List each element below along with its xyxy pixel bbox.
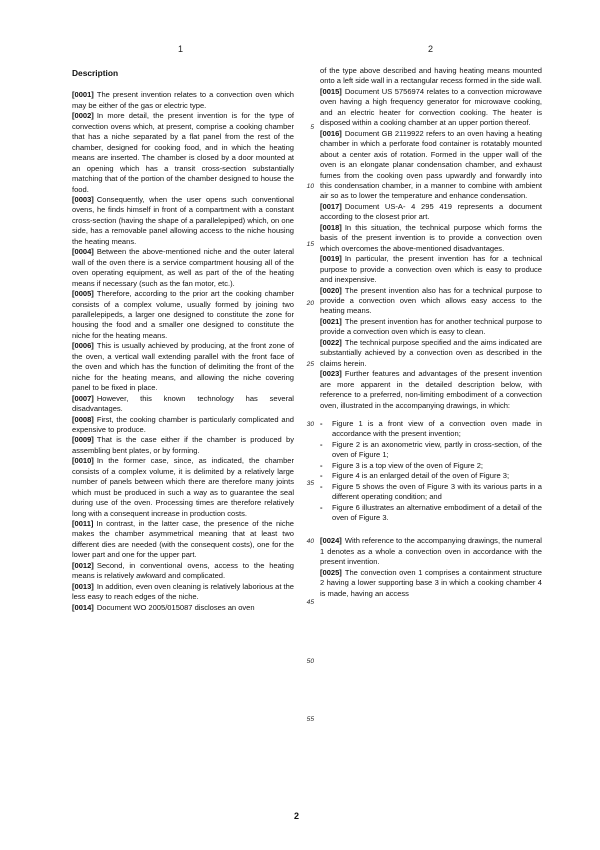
- figure-list-text: Figure 5 shows the oven of Figure 3 with its various parts in a different operating condition; and: [332, 481, 542, 502]
- figure-list: [320, 419, 542, 524]
- paragraph: [320, 286, 542, 317]
- paragraph-number: [0017]: [320, 201, 342, 211]
- paragraph-text: In addition, even oven cleaning is relatively laborious at the less easy to reach edges of the niche.: [72, 581, 295, 602]
- figure-list-item: [320, 419, 542, 440]
- left-column: [72, 68, 294, 613]
- paragraph: [72, 415, 294, 436]
- paragraph: [320, 338, 542, 369]
- paragraph-number: [0024]: [320, 536, 342, 546]
- bullet-dash: -: [320, 460, 323, 470]
- paragraph-number: [0025]: [320, 567, 342, 577]
- paragraph-text: Therefore, according to the prior art the cooking chamber consists of a complex volume, usually formed by joining two parallelepipeds, a larger one designed to constitute the zone for housing the food and a smaller one designed to constitute the niche for the heating means.: [72, 289, 294, 340]
- paragraph-number: [0016]: [320, 128, 342, 138]
- bullet-dash: -: [320, 418, 323, 428]
- paragraph-text: In more detail, the present invention is for the type of convection ovens which, at present, comprise a cooking chamber that has a niche separated by a flat panel from the rest of the chamber, designed for cooking food, and in which the heating means are inserted. The chamber is closed by a door mounted at an opening which has a transit cross-section substantially matching that of the portion of the chamber designed to house the food.: [72, 111, 294, 194]
- paragraph-number: [0013]: [72, 581, 94, 591]
- paragraph-number: [0018]: [320, 222, 342, 232]
- paragraph: [72, 394, 294, 415]
- paragraph: [320, 568, 542, 599]
- paragraph: [72, 519, 294, 561]
- paragraph-number: [0023]: [320, 369, 342, 379]
- paragraph-text: Further features and advantages of the present invention are more apparent in the detailed description below, with reference to a preferred, non-limiting embodiment of a convection oven, illustrated in the accompanying drawings, in which:: [320, 369, 542, 410]
- paragraph-number: [0010]: [72, 456, 94, 466]
- paragraph-text: The technical purpose specified and the aims indicated are substantially achieved by a convection oven as described in the claims herein.: [320, 337, 542, 368]
- paragraph-text: Document US 5756974 relates to a convection microwave oven having a high frequency generator for microwave cooking, and an electric heater for convection cooking. The heater is disposed within a cooking chamber at an upper portion thereof.: [320, 86, 542, 128]
- figure-list-text: Figure 4 is an enlarged detail of the oven of Figure 3;: [332, 471, 510, 481]
- paragraph-text: The present invention also has for a technical purpose to provide a convection oven which allows easy access to the heating means.: [320, 285, 542, 316]
- bullet-dash: -: [320, 502, 323, 512]
- paragraph-text: Document WO 2005/015087 discloses an oven: [96, 602, 255, 612]
- paragraph-number: [0004]: [72, 247, 94, 257]
- paragraph-text: Document US-A- 4 295 419 represents a document according to the closest prior art.: [320, 201, 542, 222]
- paragraph: [72, 603, 294, 613]
- paragraph-text: The convection oven 1 comprises a containment structure 2 having a lower supporting base 3 in which a cooking chamber 4 is made, having an access: [320, 567, 542, 598]
- paragraph-text: Document GB 2119922 refers to an oven having a heating chamber in which a perforate food container is rotatably mounted about a center axis of rotation. Formed in the upper wall of the oven is an elongate planar condensation chamber, and exhaust fumes from the cooking oven pass upwardly and forwardly into this condensation chamber, in a manner to combine with ambient air so as to lower the temperature and enhance condensation.: [320, 128, 542, 201]
- paragraph: [72, 111, 294, 195]
- paragraph-text: This is usually achieved by producing, at the front zone of the oven, a vertical wall extending parallel with the front face of the oven and which has the function of delimiting the front of the niche for the heating means, and allowing the niche covering panel to be fixed in place.: [72, 341, 294, 393]
- line-number: 25: [306, 361, 314, 368]
- figure-list-text: Figure 6 illustrates an alternative embodiment of a detail of the oven of Figure 3.: [332, 502, 542, 523]
- line-number: 40: [306, 538, 314, 545]
- paragraph-number: [0014]: [72, 602, 94, 612]
- right-paragraphs-b: [320, 536, 542, 599]
- paragraph-number: [0002]: [72, 111, 94, 121]
- right-column: [320, 66, 542, 599]
- line-number: 15: [306, 241, 314, 248]
- figure-list-item: [320, 503, 542, 524]
- paragraph-text: With reference to the accompanying drawings, the numeral 1 denotes as a whole a convection oven in accordance with the present invention.: [320, 536, 542, 567]
- line-number: 55: [306, 716, 314, 723]
- paragraph: [320, 254, 542, 285]
- bullet-dash: -: [320, 471, 323, 481]
- figure-list-item: [320, 482, 542, 503]
- paragraph-number: [0020]: [320, 285, 342, 295]
- paragraph-number: [0001]: [72, 90, 94, 100]
- paragraph-text: In the former case, since, as indicated, the chamber consists of a complex volume, it is delimited by a relatively large number of panels between which there are therefore many joints which must be produced in such a way as to guarantee the seal during use of the oven. Processing times are therefore relatively long with a consequent increase in production costs.: [72, 456, 294, 518]
- bullet-dash: -: [320, 439, 323, 449]
- left-paragraphs: [72, 90, 294, 613]
- page-number: 2: [294, 811, 300, 821]
- paragraph-text: The present invention relates to a convection oven which may be either of the gas or electric type.: [72, 90, 294, 110]
- paragraph-number: [0009]: [72, 435, 94, 445]
- paragraph: [320, 87, 542, 129]
- paragraph: [320, 129, 542, 202]
- figure-list-item: [320, 471, 542, 481]
- paragraph-number: [0022]: [320, 337, 342, 347]
- figure-list-text: Figure 1 is a front view of a convection oven made in accordance with the present invention;: [332, 418, 542, 439]
- column-number-right: 2: [428, 44, 434, 54]
- paragraph-text: However, this known technology has several disadvantages.: [72, 393, 294, 414]
- paragraph: [72, 456, 294, 519]
- paragraph: [320, 369, 542, 411]
- paragraph: [320, 223, 542, 254]
- figure-list-text: Figure 2 is an axonometric view, partly in cross-section, of the oven of Figure 1;: [332, 439, 542, 460]
- paragraph-number: [0021]: [320, 316, 342, 326]
- paragraph: [72, 289, 294, 341]
- line-number: 50: [306, 658, 314, 665]
- line-number: 10: [306, 183, 314, 190]
- paragraph: [320, 317, 542, 338]
- paragraph-text: The present invention has for another technical purpose to provide a convection oven which is easy to clean.: [320, 316, 542, 337]
- paragraph-text: First, the cooking chamber is particularly complicated and expensive to produce.: [72, 414, 294, 434]
- paragraph: [72, 90, 294, 111]
- paragraph-text: In contrast, in the latter case, the presence of the niche makes the chamber asymmetrical meaning that at least two different dies are needed (with the consequent costs), one for the lower part and one for the upper part.: [72, 519, 294, 560]
- paragraph: [72, 341, 294, 393]
- paragraph-number: [0007]: [72, 393, 94, 403]
- paragraph-number: [0005]: [72, 289, 94, 299]
- paragraph-number: [0011]: [72, 519, 94, 529]
- paragraph-text: Between the above-mentioned niche and the outer lateral wall of the oven there is a service compartment housing all of the oven operating equipment, as well as part of the of the heating means if necessary (such as the fan motor, etc.).: [72, 247, 294, 288]
- paragraph: [320, 66, 542, 87]
- line-number: 45: [306, 599, 314, 606]
- paragraph: [320, 536, 542, 567]
- paragraph-text: In this situation, the technical purpose which forms the basis of the present invention is to provide a convection oven which overcomes the above-mentioned disadvantages.: [320, 222, 542, 253]
- paragraph-number: [0012]: [72, 560, 94, 570]
- paragraph-text: of the type above described and having heating means mounted onto a left side wall in a rectangular recess formed in the side wall.: [320, 66, 542, 86]
- paragraph: [72, 247, 294, 289]
- paragraph-text: Consequently, when the user opens such conventional ovens, he finds himself in front of a compartment with a constant cross-section (having the shape of a parallelepiped) which, on one side, has a removable panel allowing access to the niche housing the heating means.: [72, 194, 294, 246]
- paragraph: [72, 561, 294, 582]
- line-number: 20: [306, 300, 314, 307]
- line-number: 30: [306, 421, 314, 428]
- figure-list-item: [320, 440, 542, 461]
- paragraph: [72, 582, 294, 603]
- paragraph: [72, 435, 294, 456]
- paragraph-text: That is the case either if the chamber is produced by assembling bent plates, or by forming.: [72, 435, 294, 455]
- paragraph-number: [0006]: [72, 341, 94, 351]
- paragraph-number: [0019]: [320, 254, 342, 264]
- paragraph-number: [0003]: [72, 194, 94, 204]
- line-number: 35: [306, 480, 314, 487]
- paragraph-text: In particular, the present invention has for a technical purpose to provide a convection oven which is easy to produce and inexpensive.: [320, 254, 542, 285]
- figure-list-text: Figure 3 is a top view of the oven of Figure 2;: [332, 460, 484, 470]
- paragraph: [320, 202, 542, 223]
- paragraph-number: [0008]: [72, 414, 94, 424]
- bullet-dash: -: [320, 481, 323, 491]
- right-paragraphs-a: [320, 66, 542, 411]
- figure-list-item: [320, 461, 542, 471]
- description-heading: Description: [72, 68, 119, 78]
- paragraph-text: Second, in conventional ovens, access to the heating means is relatively awkward and complicated.: [72, 560, 294, 581]
- line-number: 5: [310, 124, 314, 131]
- paragraph: [72, 195, 294, 247]
- column-number-left: 1: [178, 44, 184, 54]
- paragraph-number: [0015]: [320, 86, 342, 96]
